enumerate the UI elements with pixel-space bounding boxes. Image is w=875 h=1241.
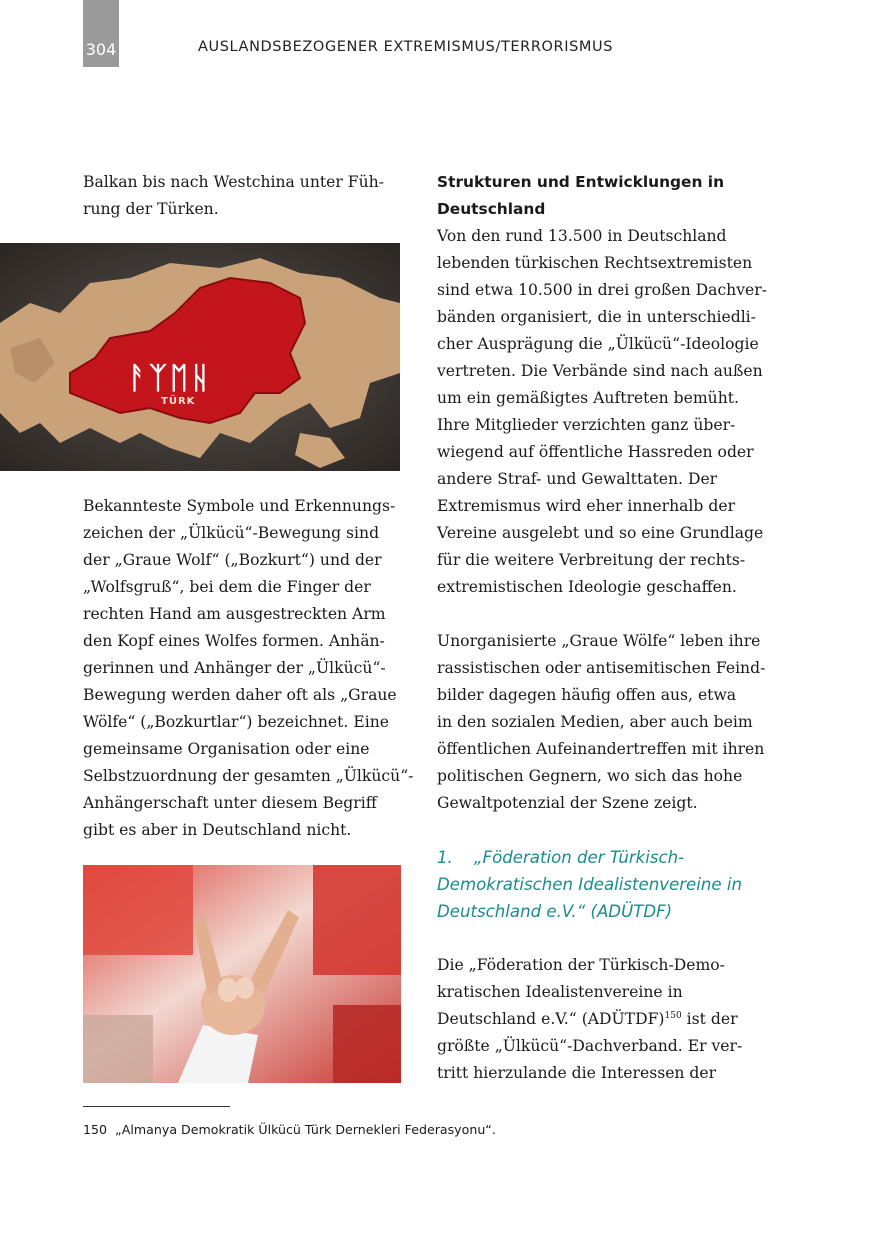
text-line: Anhängerschaft unter diesem Begriff xyxy=(83,794,377,812)
text-line: Unorganisierte „Graue Wölfe“ leben ihre xyxy=(437,632,761,650)
text-line: Ihre Mitglieder verzichten ganz über- xyxy=(437,416,736,434)
text-line: Von den rund 13.500 in Deutschland xyxy=(437,227,727,245)
text-line: Wölfe“ („Bozkurtlar“) bezeichnet. Eine xyxy=(83,713,389,731)
subsection-heading: 1. „Föderation der Türkisch- xyxy=(437,848,685,867)
text-line: tritt hierzulande die Interessen der xyxy=(437,1064,717,1082)
footnote: 150 „Almanya Demokratik Ülkücü Türk Dernekleri Federasyonu“. xyxy=(83,1122,496,1137)
text-line: wiegend auf öffentliche Hassreden oder xyxy=(437,443,754,461)
text-line: öffentlichen Aufeinandertreffen mit ihren xyxy=(437,740,765,758)
blank-line xyxy=(437,601,767,628)
text-line: sind etwa 10.500 in drei großen Dachver- xyxy=(437,281,767,299)
text-line: gemeinsame Organisation oder eine xyxy=(83,740,370,758)
text-line: andere Straf- und Gewalttaten. Der xyxy=(437,470,718,488)
rune-text: ᚨᛉᛖᚺ xyxy=(128,361,212,396)
text-fragment: Deutschland e.V.“ (ADÜTDF) xyxy=(437,1010,665,1028)
text-line: rechten Hand am ausgestreckten Arm xyxy=(83,605,386,623)
text-line: bilder dagegen häufig offen aus, etwa xyxy=(437,686,737,704)
subsection-heading: Demokratischen Idealistenvereine in xyxy=(437,875,743,894)
text-line: gibt es aber in Deutschland nicht. xyxy=(83,821,352,839)
text-line: Bekannteste Symbole und Erkennungs- xyxy=(83,497,396,515)
text-line: Die „Föderation der Türkisch-Demo- xyxy=(437,956,725,974)
blank-line xyxy=(437,925,767,952)
section-heading: Deutschland xyxy=(437,200,546,218)
text-line: Vereine ausgelebt und so eine Grundlage xyxy=(437,524,764,542)
text-line: gerinnen und Anhänger der „Ülkücü“- xyxy=(83,659,386,677)
text-line: rassistischen oder antisemitischen Feind- xyxy=(437,659,766,677)
section-heading: Strukturen und Entwicklungen in xyxy=(437,173,725,191)
text-line: für die weitere Verbreitung der rechts- xyxy=(437,551,746,569)
left-column-intro xyxy=(83,169,403,223)
wolf-salute-photo xyxy=(83,865,401,1083)
text-line-with-footnote xyxy=(437,1006,767,1033)
text-line: kratischen Idealistenvereine in xyxy=(437,983,683,1001)
text-line: größte „Ülkücü“-Dachverband. Er ver- xyxy=(437,1037,743,1055)
text-line: den Kopf eines Wolfes formen. Anhän- xyxy=(83,632,385,650)
footnote-ref[interactable]: 150 xyxy=(664,1010,682,1021)
text-line: extremistischen Ideologie geschaffen. xyxy=(437,578,737,596)
blank-line xyxy=(437,817,767,844)
text-line: lebenden türkischen Rechtsextremisten xyxy=(437,254,753,272)
text-line: cher Ausprägung die „Ülkücü“-Ideologie xyxy=(437,335,759,353)
text-line: „Wolfsgruß“, bei dem die Finger der xyxy=(83,578,371,596)
page-number: 304 xyxy=(85,40,117,59)
text-line: Selbstzuordnung der gesamten „Ülkücü“- xyxy=(83,767,414,785)
running-title: AUSLANDSBEZOGENER EXTREMISMUS/TERRORISMUS xyxy=(198,39,614,55)
map-caption: TÜRK xyxy=(161,396,196,407)
text-line: um ein gemäßigtes Auftreten bemüht. xyxy=(437,389,739,407)
map-image xyxy=(0,243,400,471)
text-line: Balkan bis nach Westchina unter Füh- xyxy=(83,173,384,191)
text-line: Extremismus wird eher innerhalb der xyxy=(437,497,736,515)
left-column-body xyxy=(83,493,414,844)
wolf-salute-illustration xyxy=(83,865,401,1083)
text-line: rung der Türken. xyxy=(83,200,219,218)
text-line: Bewegung werden daher oft als „Graue xyxy=(83,686,397,704)
text-line: der „Graue Wolf“ („Bozkurt“) und der xyxy=(83,551,382,569)
text-line: politischen Gegnern, wo sich das hohe xyxy=(437,767,743,785)
text-line: bänden organisiert, die in unterschiedli- xyxy=(437,308,756,326)
footnote-rule xyxy=(83,1106,230,1107)
text-line: vertreten. Die Verbände sind nach außen xyxy=(437,362,763,380)
map-illustration xyxy=(0,243,400,471)
page-number-box xyxy=(83,0,119,67)
text-line: in den sozialen Medien, aber auch beim xyxy=(437,713,753,731)
text-line: zeichen der „Ülkücü“-Bewegung sind xyxy=(83,524,380,542)
right-column xyxy=(437,169,767,1087)
text-line: Gewaltpotenzial der Szene zeigt. xyxy=(437,794,698,812)
text-fragment: ist der xyxy=(681,1010,738,1028)
subsection-heading: Deutschland e.V.“ (ADÜTDF) xyxy=(437,902,673,921)
